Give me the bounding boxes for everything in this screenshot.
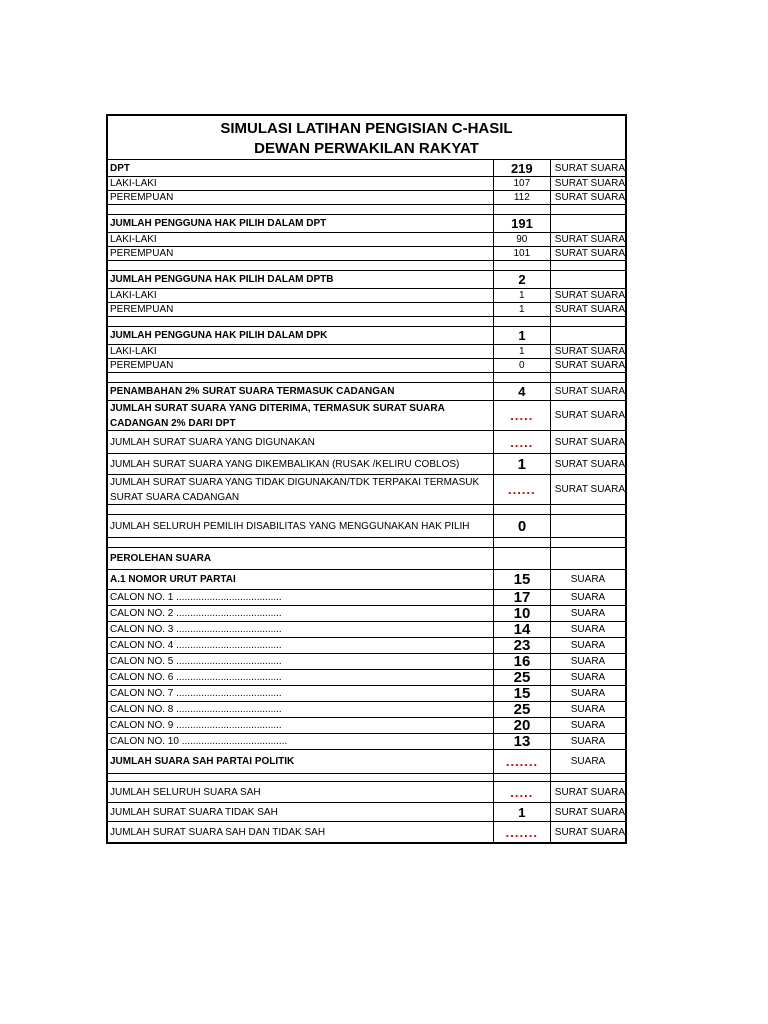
row-value: 16 bbox=[494, 654, 551, 669]
row-label bbox=[108, 538, 494, 547]
row-value: 1 bbox=[494, 327, 551, 344]
row-unit: SURAT SUARA bbox=[554, 360, 625, 371]
form-row bbox=[108, 822, 625, 842]
spacer-row bbox=[108, 373, 625, 383]
row-label: PEREMPUAN bbox=[108, 303, 494, 316]
row-unit: SURAT SUARA bbox=[554, 178, 625, 189]
row-unit: SUARA bbox=[570, 592, 606, 603]
row-unit bbox=[551, 327, 625, 344]
form-row bbox=[108, 622, 625, 638]
row-unit: SUARA bbox=[570, 608, 606, 619]
row-unit bbox=[551, 548, 625, 569]
row-label: JUMLAH PENGGUNA HAK PILIH DALAM DPK bbox=[108, 327, 494, 344]
row-label bbox=[108, 505, 494, 514]
row-unit bbox=[551, 774, 625, 781]
form-row bbox=[108, 638, 625, 654]
form-row bbox=[108, 570, 625, 590]
row-value: 17 bbox=[494, 590, 551, 605]
row-label: JUMLAH SURAT SUARA SAH DAN TIDAK SAH bbox=[108, 822, 494, 842]
form-row bbox=[108, 233, 625, 247]
row-value: ...... bbox=[494, 475, 551, 504]
row-unit bbox=[551, 205, 625, 214]
row-value: 23 bbox=[494, 638, 551, 653]
row-label bbox=[108, 774, 494, 781]
form-row bbox=[108, 606, 625, 622]
row-unit: SUARA bbox=[570, 736, 606, 747]
c-hasil-form bbox=[106, 114, 627, 844]
form-title bbox=[108, 116, 625, 160]
row-value bbox=[494, 205, 551, 214]
spacer-row bbox=[108, 317, 625, 327]
form-row bbox=[108, 686, 625, 702]
form-row bbox=[108, 454, 625, 475]
form-row bbox=[108, 475, 625, 505]
row-unit: SURAT SUARA bbox=[554, 192, 625, 203]
form-row bbox=[108, 271, 625, 289]
row-label bbox=[108, 205, 494, 214]
row-label: JUMLAH SURAT SUARA YANG DITERIMA, TERMASUK SURAT SUARA CADANGAN 2% DARI DPT bbox=[108, 401, 494, 430]
form-row bbox=[108, 734, 625, 750]
form-title-line2: DEWAN PERWAKILAN RAKYAT bbox=[254, 140, 479, 157]
row-unit bbox=[551, 215, 625, 232]
row-label: PEREMPUAN bbox=[108, 191, 494, 204]
row-label: CALON NO. 6 ...................................... bbox=[108, 670, 494, 685]
row-unit: SUARA bbox=[570, 656, 606, 667]
form-row bbox=[108, 303, 625, 317]
row-value: ..... bbox=[494, 431, 551, 453]
form-row bbox=[108, 401, 625, 431]
form-row bbox=[108, 191, 625, 205]
form-row bbox=[108, 215, 625, 233]
row-unit: SURAT SUARA bbox=[554, 410, 625, 421]
spacer-row bbox=[108, 505, 625, 515]
row-unit: SUARA bbox=[570, 672, 606, 683]
row-unit: SUARA bbox=[570, 704, 606, 715]
row-value: 0 bbox=[494, 359, 551, 372]
row-unit bbox=[551, 317, 625, 326]
row-value: ....... bbox=[494, 750, 551, 773]
row-value bbox=[494, 548, 551, 569]
row-label: JUMLAH PENGGUNA HAK PILIH DALAM DPT bbox=[108, 215, 494, 232]
form-row bbox=[108, 160, 625, 177]
form-row bbox=[108, 327, 625, 345]
form-row bbox=[108, 431, 625, 454]
row-value bbox=[494, 261, 551, 270]
row-value: 1 bbox=[494, 289, 551, 302]
row-label: JUMLAH SURAT SUARA YANG TIDAK DIGUNAKAN/TDK TERPAKAI TERMASUK SURAT SUARA CADANGAN bbox=[108, 475, 494, 504]
row-label: DPT bbox=[108, 160, 494, 176]
row-label: PEREMPUAN bbox=[108, 247, 494, 260]
row-value: ....... bbox=[494, 822, 551, 842]
row-unit: SUARA bbox=[570, 688, 606, 699]
form-row bbox=[108, 515, 625, 538]
row-unit: SUARA bbox=[570, 574, 606, 585]
row-unit: SURAT SUARA bbox=[554, 162, 625, 174]
row-label: CALON NO. 2 ...................................... bbox=[108, 606, 494, 621]
row-unit bbox=[551, 271, 625, 288]
row-label: PEROLEHAN SUARA bbox=[108, 548, 494, 569]
row-unit: SURAT SUARA bbox=[554, 304, 625, 315]
form-row bbox=[108, 750, 625, 774]
row-unit: SUARA bbox=[570, 756, 606, 767]
row-label: JUMLAH SURAT SUARA YANG DIKEMBALIKAN (RUSAK /KELIRU COBLOS) bbox=[108, 454, 494, 474]
row-value: 15 bbox=[494, 570, 551, 589]
row-value bbox=[494, 505, 551, 514]
row-value: 1 bbox=[494, 803, 551, 821]
row-unit: SURAT SUARA bbox=[554, 484, 625, 495]
row-label: CALON NO. 1 ...................................... bbox=[108, 590, 494, 605]
form-row bbox=[108, 782, 625, 803]
row-value: 107 bbox=[494, 177, 551, 190]
row-label: CALON NO. 9 ...................................... bbox=[108, 718, 494, 733]
row-label: JUMLAH PENGGUNA HAK PILIH DALAM DPTB bbox=[108, 271, 494, 288]
form-rows bbox=[108, 160, 625, 842]
row-label: PENAMBAHAN 2% SURAT SUARA TERMASUK CADANGAN bbox=[108, 383, 494, 400]
row-label: CALON NO. 8 ...................................... bbox=[108, 702, 494, 717]
form-row bbox=[108, 590, 625, 606]
row-value: 1 bbox=[494, 345, 551, 358]
form-row bbox=[108, 718, 625, 734]
row-value: 101 bbox=[494, 247, 551, 260]
row-label: CALON NO. 10 ...................................... bbox=[108, 734, 494, 749]
row-label: LAKI-LAKI bbox=[108, 233, 494, 246]
row-unit: SURAT SUARA bbox=[554, 234, 625, 245]
spacer-row bbox=[108, 261, 625, 271]
row-unit: SURAT SUARA bbox=[554, 436, 625, 448]
row-label: CALON NO. 3 ...................................... bbox=[108, 622, 494, 637]
row-unit: SURAT SUARA bbox=[554, 386, 625, 397]
form-row bbox=[108, 289, 625, 303]
row-value: 25 bbox=[494, 670, 551, 685]
row-value: 191 bbox=[494, 215, 551, 232]
row-value: 4 bbox=[494, 383, 551, 400]
row-unit bbox=[551, 538, 625, 547]
row-value: 10 bbox=[494, 606, 551, 621]
row-unit bbox=[551, 261, 625, 270]
form-row bbox=[108, 670, 625, 686]
row-value: ..... bbox=[494, 401, 551, 430]
row-label: LAKI-LAKI bbox=[108, 177, 494, 190]
row-value: 0 bbox=[494, 515, 551, 537]
row-label: LAKI-LAKI bbox=[108, 289, 494, 302]
row-label: CALON NO. 4 ...................................... bbox=[108, 638, 494, 653]
row-value: 2 bbox=[494, 271, 551, 288]
row-unit: SURAT SUARA bbox=[554, 248, 625, 259]
row-value: 112 bbox=[494, 191, 551, 204]
row-label: CALON NO. 7 ...................................... bbox=[108, 686, 494, 701]
row-label: JUMLAH SURAT SUARA YANG DIGUNAKAN bbox=[108, 431, 494, 453]
form-row bbox=[108, 247, 625, 261]
row-unit bbox=[551, 515, 625, 537]
row-label: LAKI-LAKI bbox=[108, 345, 494, 358]
form-row bbox=[108, 803, 625, 822]
form-row bbox=[108, 548, 625, 570]
row-value: 14 bbox=[494, 622, 551, 637]
row-value: 25 bbox=[494, 702, 551, 717]
row-label bbox=[108, 373, 494, 382]
row-value: 1 bbox=[494, 454, 551, 474]
row-unit bbox=[551, 505, 625, 514]
row-unit: SUARA bbox=[570, 720, 606, 731]
row-label bbox=[108, 317, 494, 326]
row-unit: SUARA bbox=[570, 624, 606, 635]
form-row bbox=[108, 359, 625, 373]
spacer-row bbox=[108, 774, 625, 782]
spacer-row bbox=[108, 205, 625, 215]
row-label: CALON NO. 5 ...................................... bbox=[108, 654, 494, 669]
row-unit: SURAT SUARA bbox=[554, 290, 625, 301]
row-label bbox=[108, 261, 494, 270]
row-unit: SURAT SUARA bbox=[554, 826, 625, 838]
row-unit: SURAT SUARA bbox=[554, 346, 625, 357]
row-label: PEREMPUAN bbox=[108, 359, 494, 372]
row-label: JUMLAH SELURUH PEMILIH DISABILITAS YANG MENGGUNAKAN HAK PILIH bbox=[108, 515, 494, 537]
form-row bbox=[108, 345, 625, 359]
row-value: 20 bbox=[494, 718, 551, 733]
row-unit: SURAT SUARA bbox=[554, 786, 625, 798]
form-row bbox=[108, 654, 625, 670]
row-value bbox=[494, 774, 551, 781]
row-value: 13 bbox=[494, 734, 551, 749]
row-value: ..... bbox=[494, 782, 551, 802]
row-value: 15 bbox=[494, 686, 551, 701]
form-row bbox=[108, 702, 625, 718]
row-unit: SURAT SUARA bbox=[554, 458, 625, 470]
form-row bbox=[108, 177, 625, 191]
row-label: JUMLAH SUARA SAH PARTAI POLITIK bbox=[108, 750, 494, 773]
row-label: JUMLAH SELURUH SUARA SAH bbox=[108, 782, 494, 802]
row-value bbox=[494, 373, 551, 382]
form-row bbox=[108, 383, 625, 401]
row-unit bbox=[551, 373, 625, 382]
row-value: 90 bbox=[494, 233, 551, 246]
row-label: A.1 NOMOR URUT PARTAI bbox=[108, 570, 494, 589]
spacer-row bbox=[108, 538, 625, 548]
row-unit: SUARA bbox=[570, 640, 606, 651]
row-value: 219 bbox=[494, 160, 551, 176]
row-value bbox=[494, 538, 551, 547]
row-value: 1 bbox=[494, 303, 551, 316]
row-unit: SURAT SUARA bbox=[554, 806, 625, 818]
form-title-line1: SIMULASI LATIHAN PENGISIAN C-HASIL bbox=[220, 120, 513, 137]
row-label: JUMLAH SURAT SUARA TIDAK SAH bbox=[108, 803, 494, 821]
row-value bbox=[494, 317, 551, 326]
